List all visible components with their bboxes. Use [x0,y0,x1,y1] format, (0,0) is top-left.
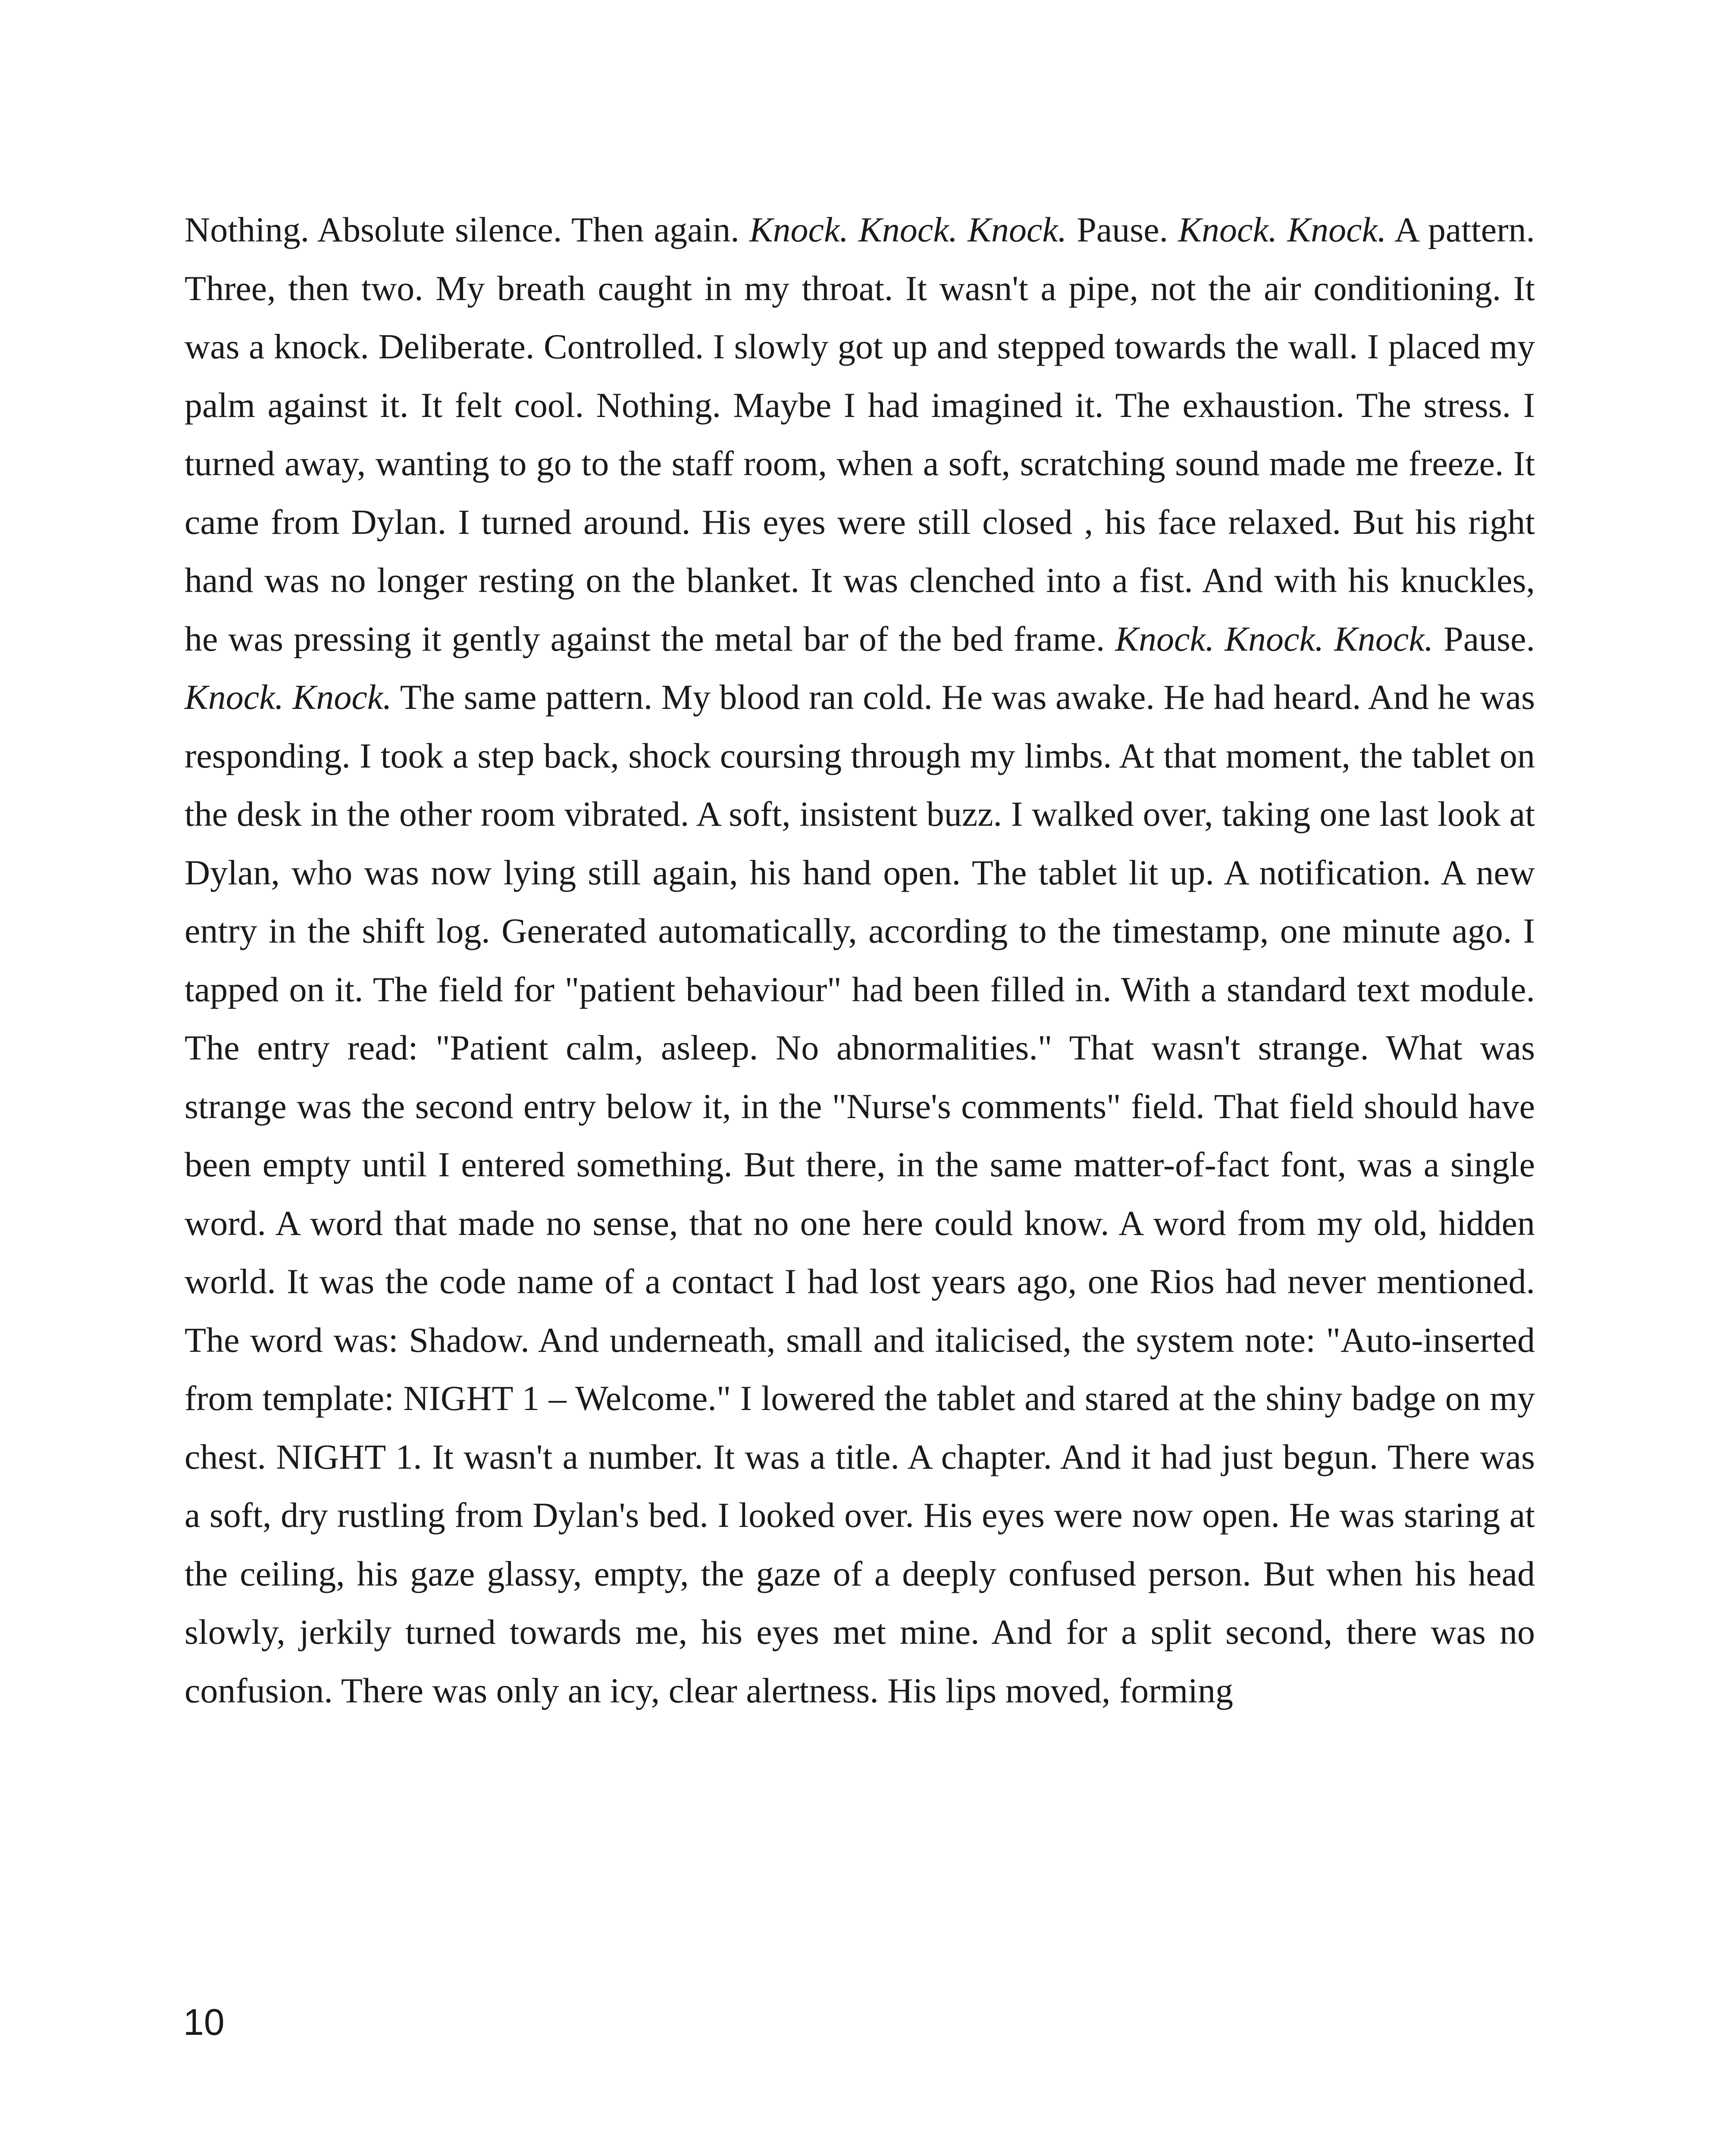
body-paragraph [185,201,1535,1720]
text-run: Pause. [1433,619,1535,658]
text-run-italic: Knock. Knock. Knock. [749,210,1067,249]
text-run: Pause. [1067,210,1178,249]
text-run: Nothing. Absolute silence. Then again. [185,210,749,249]
text-run-italic: Knock. Knock. [185,677,392,717]
page-number: 10 [183,2002,225,2043]
text-run-italic: Knock. Knock. Knock. [1115,619,1434,658]
text-run-italic: Knock. Knock. [1178,210,1387,249]
text-run: The same pattern. My blood ran cold. He was awake. He had heard. And he was responding. I took a step back, shock coursing through my limbs. At that moment, the tablet on the desk in the other room vibrated. A soft, insistent buzz. I walked over, taking one last look at Dylan, who was now lying still again, his hand open. The tablet lit up. A notification. A new entry in the shift log. Generated automatically, according to the timestamp, one minute ago. I tapped on it. The field for "patient behaviour" had been filled in. With a standard text module. The entry read: "Patient calm, asleep. No abnormalities." That wasn't strange. What was strange was the second entry below it, in the "Nurse's comments" field. That field should have been empty until I entered something. But there, in the same matter-of-fact font, was a single word. A word that made no sense, that no one here could know. A word from my old, hidden world. It was the code name of a contact I had lost years ago, one Rios had never mentioned. The word was: Shadow. And underneath, small and italicised, the system note: "Auto-inserted from template: NIGHT 1 – Welcome." I lowered the tablet and stared at the shiny badge on my chest. NIGHT 1. It wasn't a number. It was a title. A chapter. And it had just begun. There was a soft, dry rustling from Dylan's bed. I looked over. His eyes were now open. He was staring at the ceiling, his gaze glassy, empty, the gaze of a deeply confused person. But when his head slowly, jerkily turned towards me, his eyes met mine. And for a split second, there was no confusion. There was only an icy, clear alertness. His lips moved, forming [185,677,1535,1710]
text-run: A pattern. Three, then two. My breath caught in my throat. It wasn't a pipe, not the air conditioning. It was a knock. Deliberate. Controlled. I slowly got up and stepped towards the wall. I placed my palm against it. It felt cool. Nothing. Maybe I had imagined it. The exhaustion. The stress. I turned away, wanting to go to the staff room, when a soft, scratching sound made me freeze. It came from Dylan. I turned around. His eyes were still closed , his face relaxed. But his right hand was no longer resting on the blanket. It was clenched into a fist. And with his knuckles, he was pressing it gently against the metal bar of the bed frame. [185,210,1535,658]
